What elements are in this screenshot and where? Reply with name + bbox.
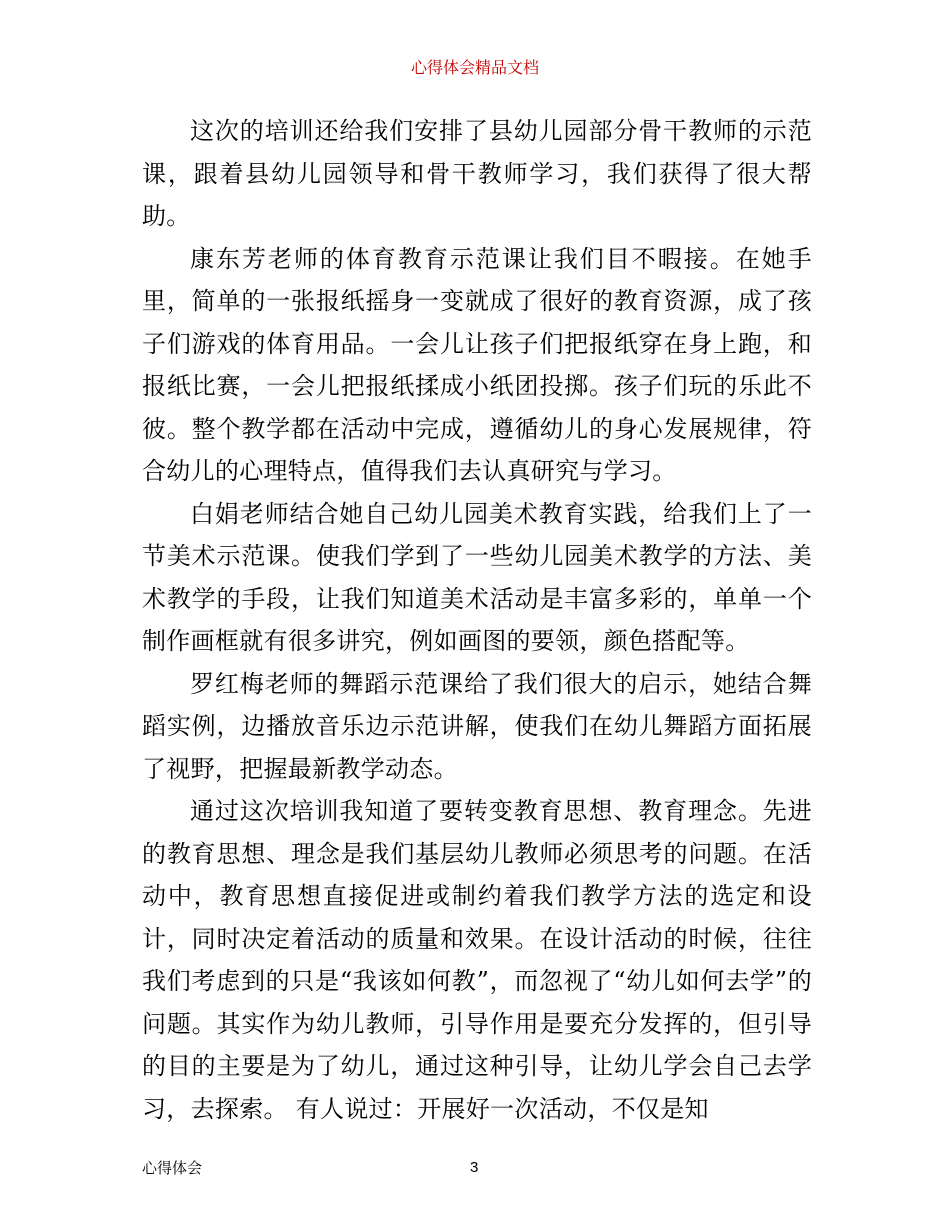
- document-body: [142, 110, 812, 1130]
- paragraph-1: 这次的培训还给我们安排了县幼儿园部分骨干教师的示范课，跟着县幼儿园领导和骨干教师学习，我们获得了很大帮助。: [142, 117, 812, 230]
- paragraph-2: 康东芳老师的体育教育示范课让我们目不暇接。在她手里，简单的一张报纸摇身一变就成了很好的教育资源，成了孩子们游戏的体育用品。一会儿让孩子们把报纸穿在身上跑，和报纸比赛，一会儿把报纸揉成小纸团投掷。孩子们玩的乐此不彼。整个教学都在活动中完成，遵循幼儿的身心发展规律，符合幼儿的心理特点，值得我们去认真研究与学习。: [142, 244, 812, 485]
- page-header: 心得体会精品文档: [410, 58, 539, 77]
- paragraph-4: 罗红梅老师的舞蹈示范课给了我们很大的启示，她结合舞蹈实例，边播放音乐边示范讲解，使我们在幼儿舞蹈方面拓展了视野，把握最新教学动态。: [142, 669, 812, 783]
- footer-label: 心得体会: [142, 1159, 203, 1177]
- paragraph-3: 白娟老师结合她自己幼儿园美术教育实践，给我们上了一节美术示范课。使我们学到了一些幼儿园美术教学的方法、美术教学的手段，让我们知道美术活动是丰富多彩的，单单一个制作画框就有很多讲究，例如画图的要领，颜色搭配等。: [142, 499, 812, 655]
- page-number: 3: [470, 1159, 479, 1176]
- paragraph-5: 通过这次培训我知道了要转变教育思想、教育理念。先进的教育思想、理念是我们基层幼儿教师必须思考的问题。在活动中，教育思想直接促进或制约着我们教学方法的选定和设计，同时决定着活动的质量和效果。在设计活动的时候，往往我们考虑到的只是“我该如何教”，而忽视了“幼儿如何去学”的问题。其实作为幼儿教师，引导作用是要充分发挥的，但引导的目的主要是为了幼儿，通过这种引导，让幼儿学会自己去学习，去探索。 有人说过：开展好一次活动，不仅是知: [142, 797, 812, 1123]
